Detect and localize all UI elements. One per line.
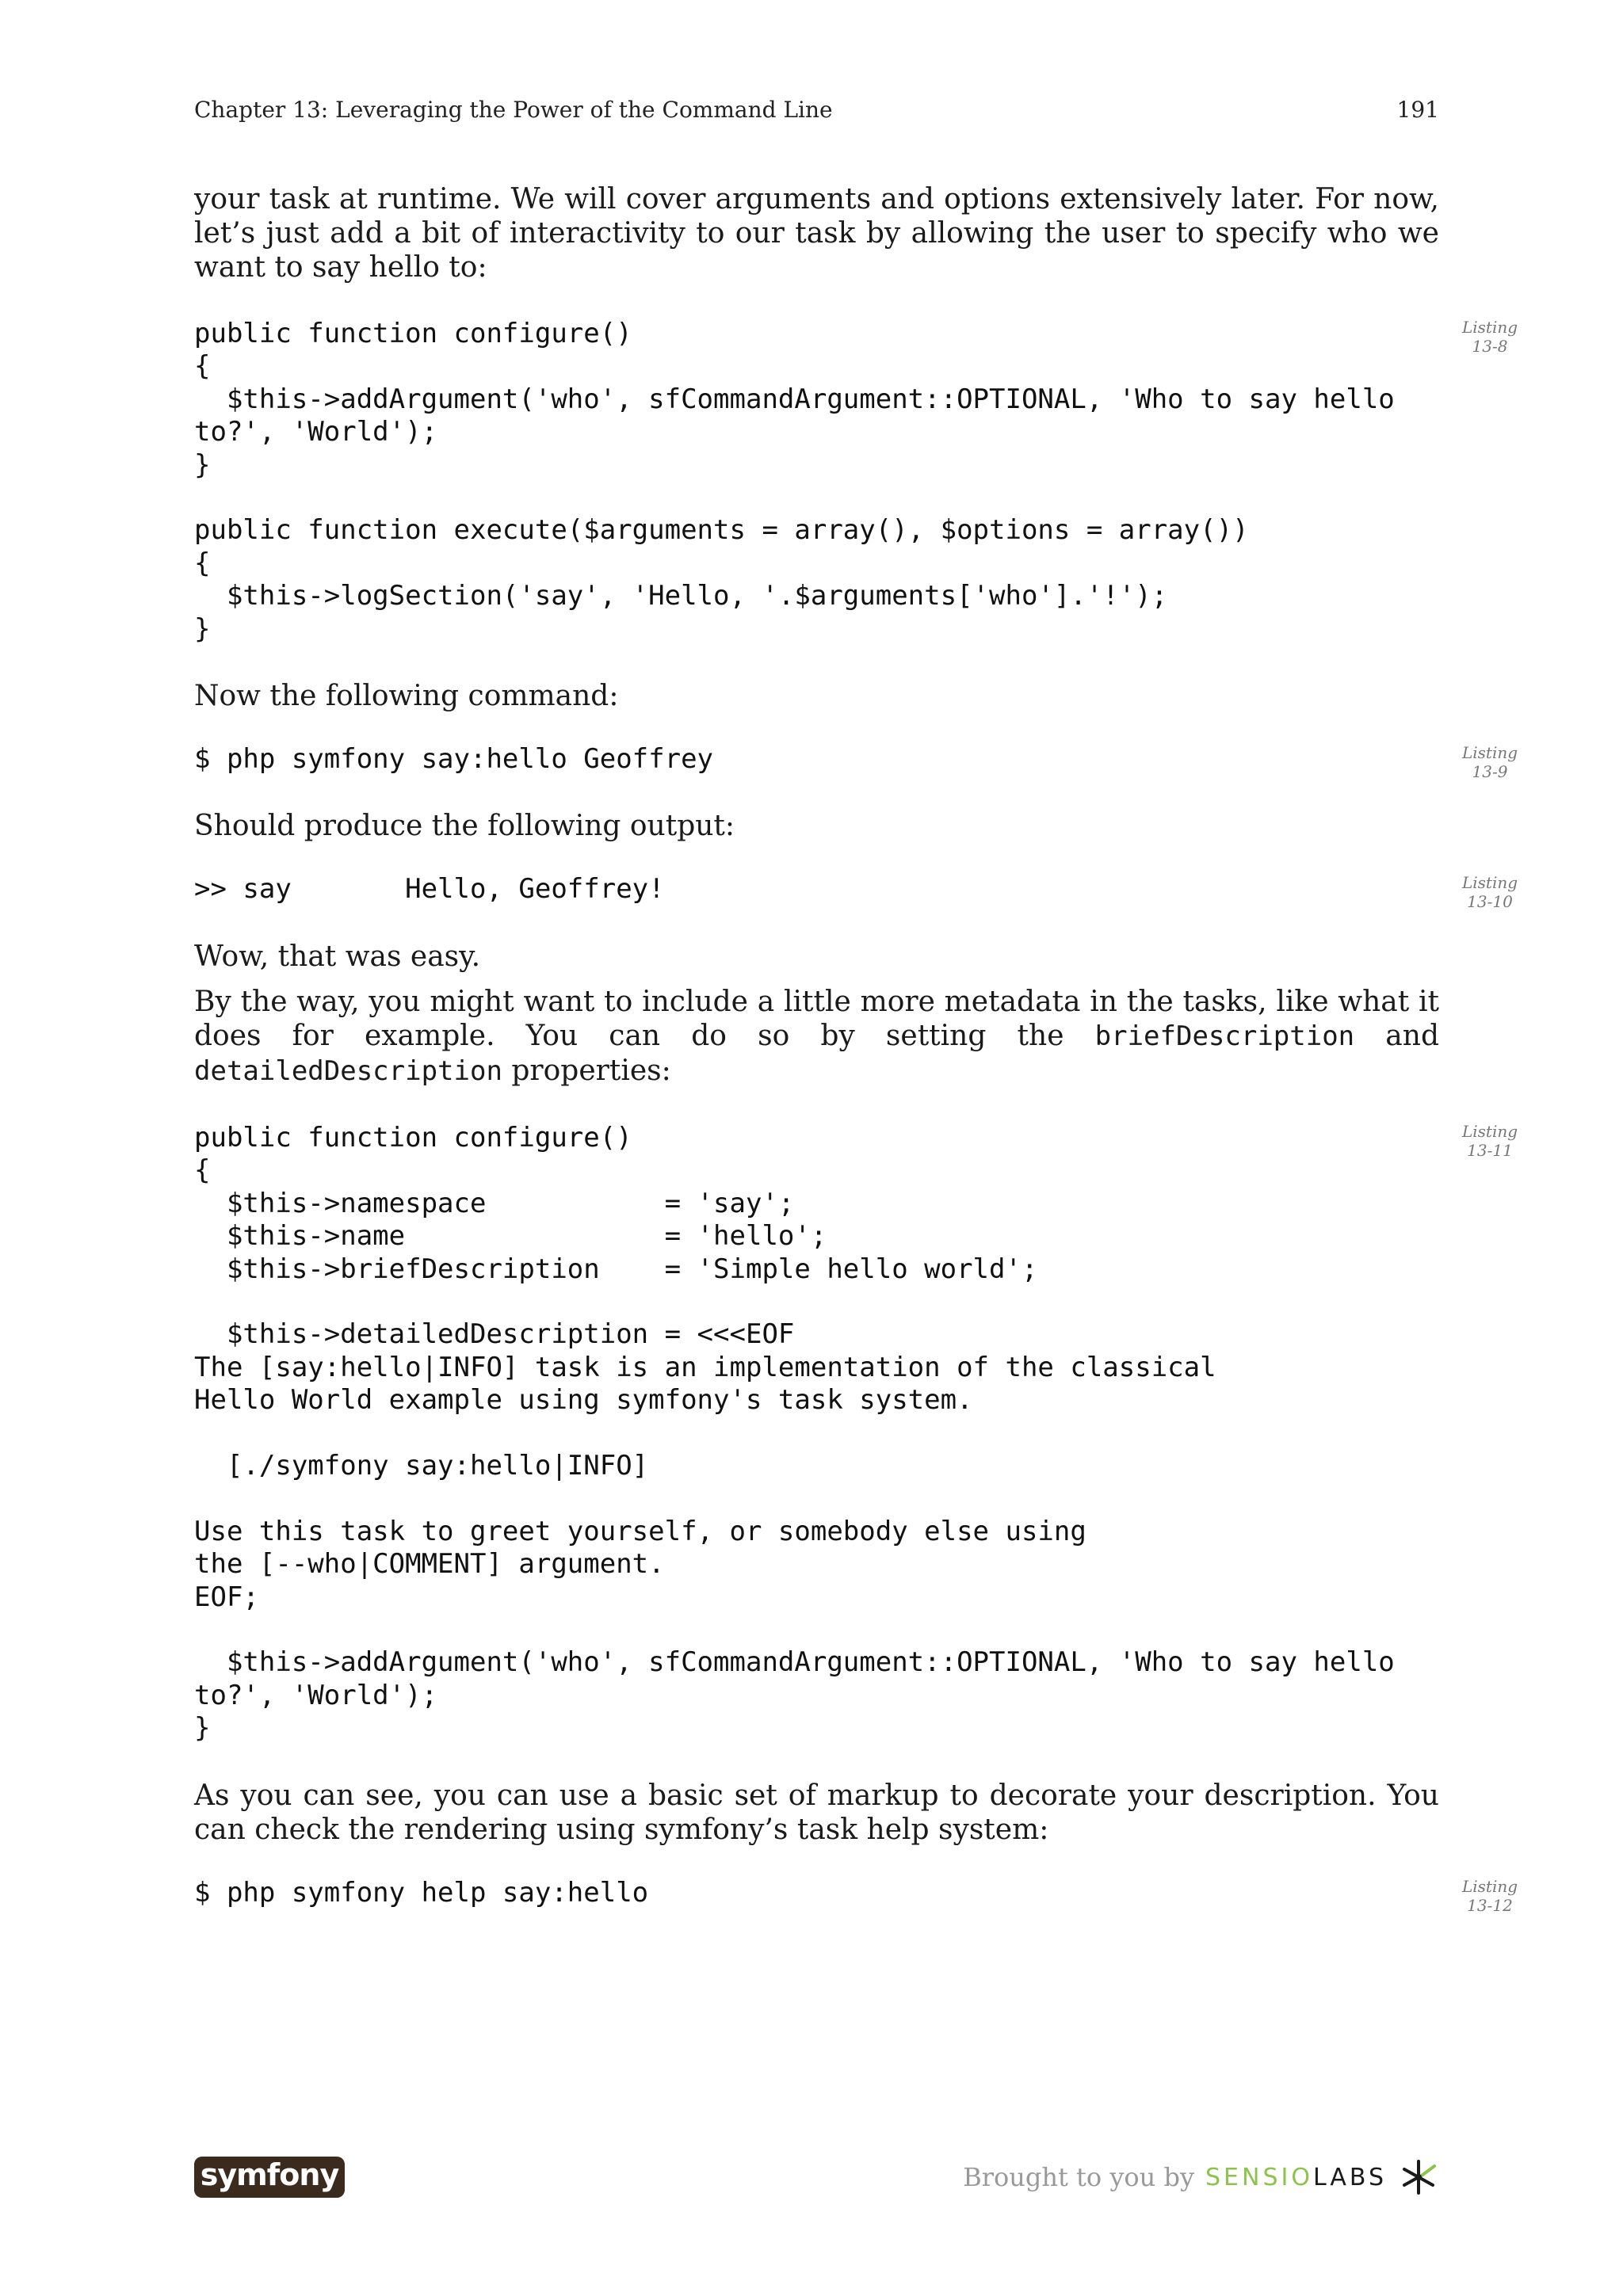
code-listing-13-8 [194, 318, 1518, 646]
code-listing-13-10 [194, 873, 1518, 912]
code-listing-13-12 [194, 1876, 1518, 1915]
code-listing-13-9 [194, 743, 1518, 782]
code-block: $ php symfony say:hello Geoffrey [194, 743, 714, 776]
code-block: >> say Hello, Geoffrey! [194, 873, 665, 906]
listing-label: Listing 13-10 [1461, 873, 1518, 912]
inline-code: detailedDescription [194, 1055, 502, 1087]
code-block: $ php symfony help say:hello [194, 1876, 649, 1909]
paragraph-intro: your task at runtime. We will cover arguments and options extensively later. For now, let’s just add a bit of interactivity to our task by allowing the user to specify who we want to say hello to: [194, 183, 1439, 284]
listing-label: Listing 13-9 [1461, 743, 1518, 782]
code-block: public function configure() { $this->namespace = 'say'; $this->name = 'hello'; $this->briefDescription = 'Simple hello world'; $this->detailedDescription = <<<EOF The [say:hello|INFO] task is an implementation of the classical Hello World example using symfony's task system. [./symfony say:hello|INFO] Use this task to greet yourself, or somebody else using the [--who|COMMENT] argument. EOF; $this->addArgument('who', sfCommandArgument::OPTIONAL, 'Who to say hello to?', 'World'); } [194, 1121, 1395, 1745]
paragraph-command: Now the following command: [194, 680, 619, 713]
paragraph-markup: As you can see, you can use a basic set of markup to decorate your description. You can check the rendering using symfony’s task help system: [194, 1779, 1439, 1846]
listing-label: Listing 13-11 [1461, 1121, 1518, 1160]
listing-label: Listing 13-8 [1461, 318, 1518, 356]
code-listing-13-11 [194, 1121, 1518, 1745]
page-header [194, 97, 1439, 123]
symfony-logo: symfony [194, 2157, 345, 2198]
paragraph-easy: Wow, that was easy. [194, 940, 481, 973]
sensiolabs-wordmark: SENSIOLABS [1205, 2163, 1387, 2191]
inline-code: briefDescription [1094, 1020, 1355, 1052]
chapter-title: Chapter 13: Leveraging the Power of the Command Line [194, 97, 833, 123]
page-content [194, 182, 1518, 1915]
paragraph-output: Should produce the following output: [194, 810, 735, 843]
code-block: public function configure() { $this->addArgument('who', sfCommandArgument::OPTIONAL, 'Who to say hello to?', 'World'); } public function execute($arguments = array(), $options = array()) { $this->logSection('say', 'Hello, '.$arguments['who'].'!'); } [194, 318, 1395, 645]
paragraph-metadata: By the way, you might want to include a little more metadata in the tasks, like what it does for example. You can do so by setting the briefDescription and detailedDescription properties: [194, 985, 1439, 1087]
footer-credit [963, 2153, 1439, 2201]
sensiolabs-star-icon [1398, 2157, 1439, 2198]
page-number: 191 [1396, 97, 1439, 123]
listing-label: Listing 13-12 [1461, 1876, 1518, 1915]
brought-by-text: Brought to you by [963, 2162, 1195, 2192]
